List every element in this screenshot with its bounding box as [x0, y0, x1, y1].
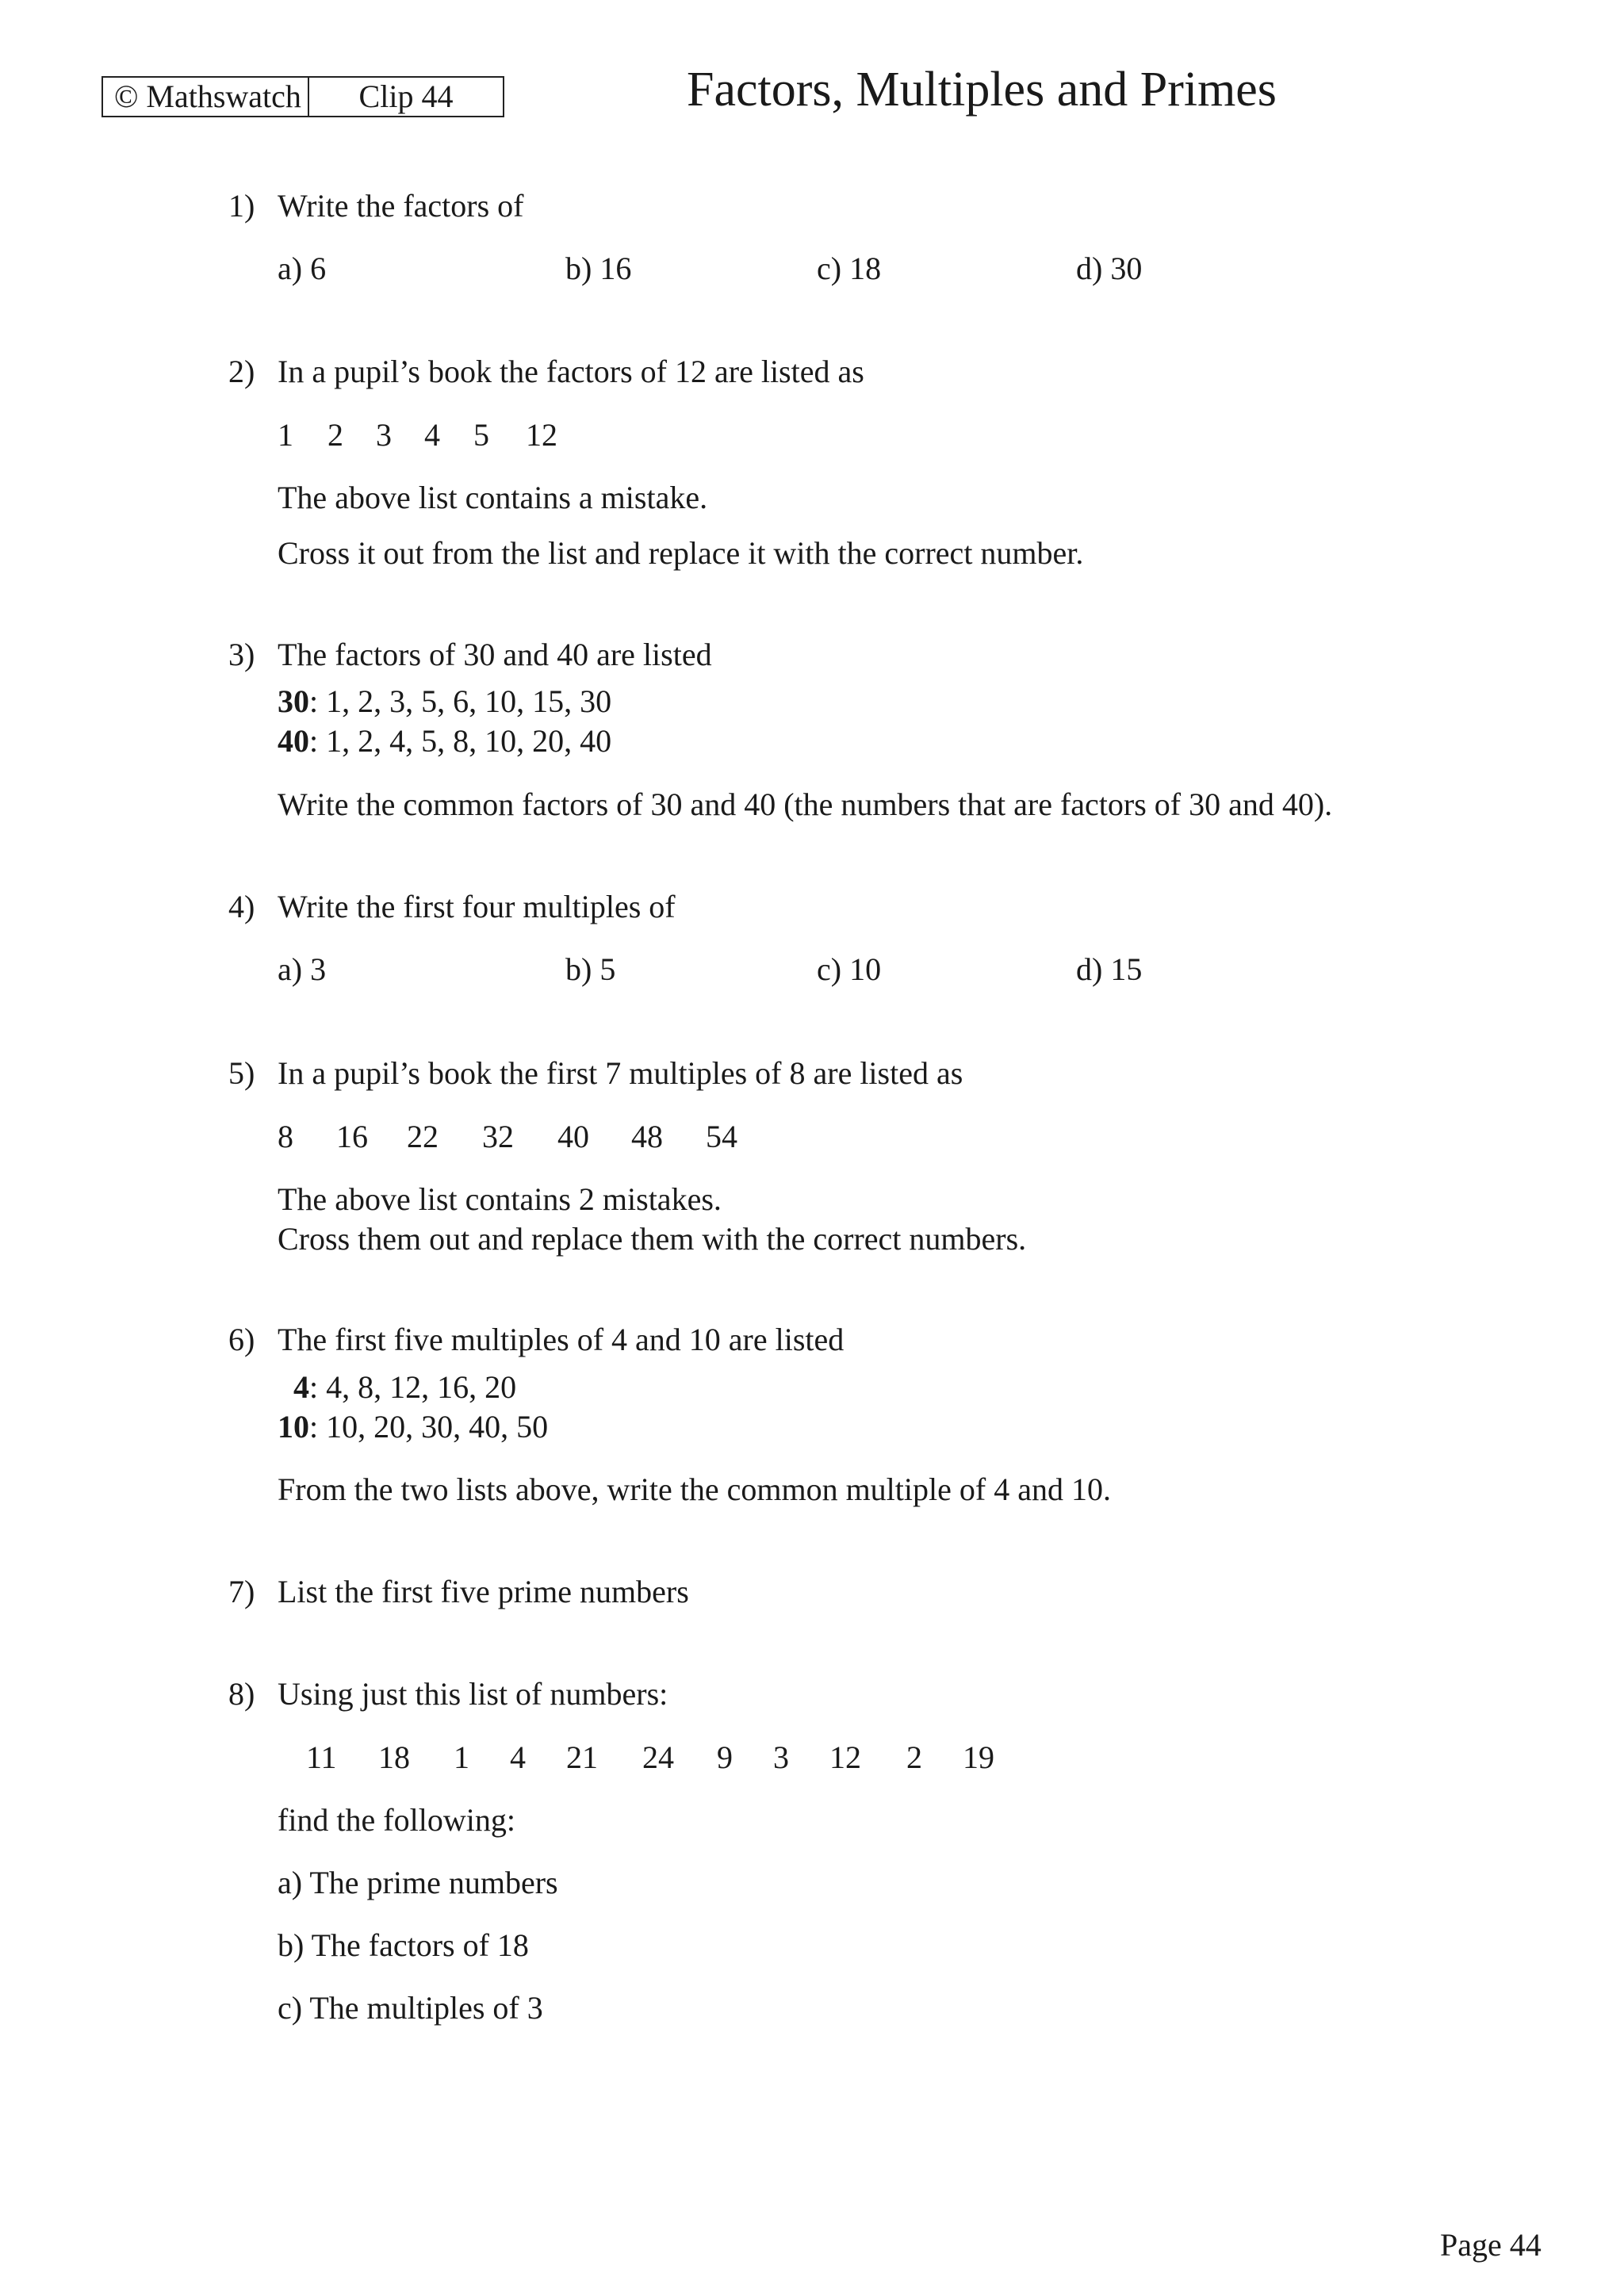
q4-part-a: a) 3 — [278, 951, 327, 987]
q6-row-10-label: 10 — [278, 1409, 309, 1445]
list-item: 5 — [473, 417, 489, 453]
list-item: 18 — [378, 1739, 410, 1775]
list-item: 48 — [631, 1119, 663, 1154]
q3-number: 3) — [228, 637, 255, 672]
list-item: 40 — [557, 1119, 589, 1154]
list-item: 1 — [278, 417, 293, 453]
q8-text: Using just this list of numbers: — [278, 1676, 668, 1712]
q8-part-b: b) The factors of 18 — [278, 1927, 529, 1963]
list-item: 2 — [906, 1739, 922, 1775]
list-item: 12 — [829, 1739, 861, 1775]
clip-label: Clip 44 — [358, 78, 454, 114]
list-item: 16 — [336, 1119, 368, 1154]
list-item: 4 — [510, 1739, 526, 1775]
q5-line2: Cross them out and replace them with the correct numbers. — [278, 1221, 1027, 1257]
q4-part-c: c) 10 — [817, 951, 882, 987]
header-box — [102, 76, 504, 117]
q3-text: The factors of 30 and 40 are listed — [278, 637, 712, 672]
list-item: 11 — [306, 1739, 337, 1775]
q5-line1: The above list contains 2 mistakes. — [278, 1181, 722, 1217]
q3-row-30-label: 30 — [278, 683, 309, 719]
q8-part-a: a) The prime numbers — [278, 1865, 558, 1900]
q8-list — [306, 1739, 1020, 1777]
q1-parts — [278, 250, 1229, 288]
list-item: 19 — [963, 1739, 994, 1775]
list-item: 3 — [376, 417, 392, 453]
q2-text: In a pupil’s book the factors of 12 are listed as — [278, 354, 864, 389]
q6-row-10-values: : 10, 20, 30, 40, 50 — [309, 1409, 549, 1445]
q3-row-30-values: : 1, 2, 3, 5, 6, 10, 15, 30 — [309, 683, 612, 719]
list-item: 32 — [482, 1119, 514, 1154]
q4-parts — [278, 951, 1229, 989]
list-item: 24 — [642, 1739, 674, 1775]
q4-part-b: b) 5 — [565, 951, 616, 987]
q1-part-d: d) 30 — [1076, 251, 1143, 286]
q5-text: In a pupil’s book the first 7 multiples of 8 are listed as — [278, 1055, 963, 1091]
page-title: Factors, Multiples and Primes — [687, 63, 1277, 117]
q4-text: Write the first four multiples of — [278, 889, 676, 924]
list-item: 8 — [278, 1119, 293, 1154]
list-item: 12 — [526, 417, 557, 453]
q3-row-30 — [278, 683, 611, 721]
q7-text: List the first five prime numbers — [278, 1574, 689, 1609]
page-number: Page 44 — [1440, 2227, 1542, 2263]
q8-part-c: c) The multiples of 3 — [278, 1990, 543, 2026]
list-item: 3 — [773, 1739, 789, 1775]
q8-find: find the following: — [278, 1802, 515, 1838]
list-item: 4 — [424, 417, 440, 453]
q6-number: 6) — [228, 1322, 255, 1357]
q2-list — [278, 416, 595, 454]
list-item: 2 — [327, 417, 343, 453]
q6-row-4 — [293, 1368, 516, 1406]
q1-text: Write the factors of — [278, 188, 524, 224]
q3-row-40-values: : 1, 2, 4, 5, 8, 10, 20, 40 — [309, 723, 612, 759]
q4-number: 4) — [228, 889, 255, 924]
q4-part-d: d) 15 — [1076, 951, 1143, 987]
list-item: 9 — [717, 1739, 733, 1775]
q3-instruction: Write the common factors of 30 and 40 (the numbers that are factors of 30 and 40). — [278, 786, 1333, 822]
q8-number: 8) — [228, 1676, 255, 1712]
q6-row-10 — [278, 1408, 548, 1446]
q2-line2: Cross it out from the list and replace it with the correct number. — [278, 535, 1084, 571]
q3-row-40 — [278, 722, 611, 760]
q1-part-b: b) 16 — [565, 251, 632, 286]
q6-row-4-label: 4 — [293, 1369, 309, 1405]
q6-row-4-values: : 4, 8, 12, 16, 20 — [309, 1369, 517, 1405]
q5-number: 5) — [228, 1055, 255, 1091]
q7-number: 7) — [228, 1574, 255, 1609]
list-item: 1 — [454, 1739, 469, 1775]
q2-number: 2) — [228, 354, 255, 389]
q5-list — [278, 1118, 769, 1156]
q1-part-c: c) 18 — [817, 251, 882, 286]
q1-number: 1) — [228, 188, 255, 224]
list-item: 21 — [566, 1739, 598, 1775]
list-item: 22 — [407, 1119, 439, 1154]
q1-part-a: a) 6 — [278, 251, 327, 286]
q6-instruction: From the two lists above, write the common multiple of 4 and 10. — [278, 1471, 1111, 1507]
copyright-label: © Mathswatch — [103, 78, 309, 116]
list-item: 54 — [706, 1119, 737, 1154]
q2-line1: The above list contains a mistake. — [278, 480, 708, 515]
q6-text: The first five multiples of 4 and 10 are listed — [278, 1322, 845, 1357]
q3-row-40-label: 40 — [278, 723, 309, 759]
